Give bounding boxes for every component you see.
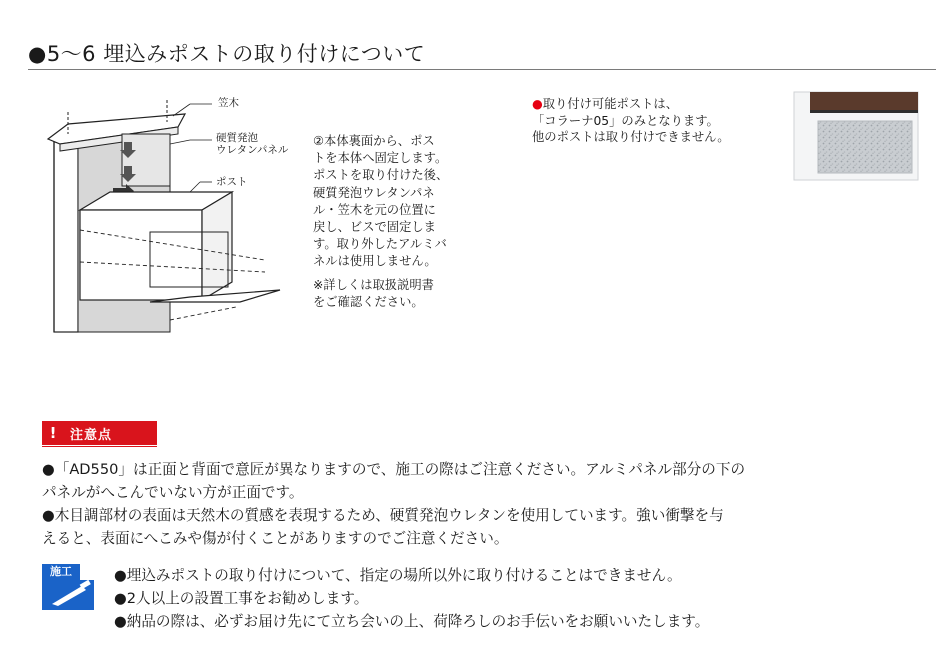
note-line: をご確認ください。 [313,294,424,309]
caution-divider [42,446,157,447]
label-urethane-line1: 硬質発泡 [216,132,258,144]
compatible-post-line [532,96,730,113]
trowel-icon [42,564,106,610]
caution-line: ●木目調部材の表面は天然木の質感を表現するため、硬質発泡ウレタンを使用しています。強い衝撃を与 [42,507,724,524]
caution-line: ●「AD550」は正面と背面で意匠が異なりますので、施工の際はご注意ください。アルミパネル部分の下の [42,461,746,478]
step-line: ②本体裏面から、ポス [313,134,435,148]
title-divider [28,69,936,70]
step-line: 硬質発泡ウレタンパネ [313,185,435,200]
colana-post-image [792,88,920,184]
construction-line: ●納品の際は、必ずお届け先にて立ち会いの上、荷降ろしのお手伝いをお願いいたします。 [114,613,710,630]
exclamation-icon: ! [49,424,57,442]
construction-tag: 施工 [42,564,80,580]
step-line: ネルは使用しません。 [313,254,437,269]
caution-badge [42,421,157,445]
installation-steps [313,133,483,311]
label-urethane-panel [216,132,288,156]
construction-line: ●2人以上の設置工事をお勧めします。 [114,590,369,607]
step-line: トを本体へ固定します。 [313,151,448,166]
label-kasagi: 笠木 [218,97,239,109]
caution-line: えると、表面にへこみや傷が付くことがありますのでご注意ください。 [42,530,509,547]
caution-list [42,458,902,550]
page-title: ●5〜6 埋込みポストの取り付けについて [28,42,426,66]
compatible-post-text: 取り付け可能ポストは、 [542,97,679,111]
installation-diagram [40,92,340,337]
mailbox-photo [792,88,920,184]
note-line: ※詳しくは取扱説明書 [313,277,434,292]
post-installation-illustration [40,92,340,337]
label-post: ポスト [216,176,248,188]
caution-label: 注意点 [70,427,113,443]
construction-line: ●埋込みポストの取り付けについて、指定の場所以外に取り付けることはできません。 [114,567,682,584]
compatible-post-line: 「コラーナ05」のみとなります。 [532,113,719,128]
step-line: ル・笠木を元の位置に [313,202,436,217]
reference-note [313,277,483,311]
construction-icon [42,564,106,610]
step-line: ポストを取り付けた後、 [313,168,449,183]
caution-line: パネルがへこんでいない方が正面です。 [42,484,304,501]
step-line: 戻し、ビスで固定しま [313,220,436,235]
label-urethane-line2: ウレタンパネル [216,144,289,156]
step-line: す。取り外したアルミバ [313,237,447,252]
compatible-post-note [532,96,730,146]
red-bullet-icon: ● [532,97,543,111]
construction-list [114,564,709,633]
compatible-post-line: 他のポストは取り付けできません。 [532,130,730,144]
